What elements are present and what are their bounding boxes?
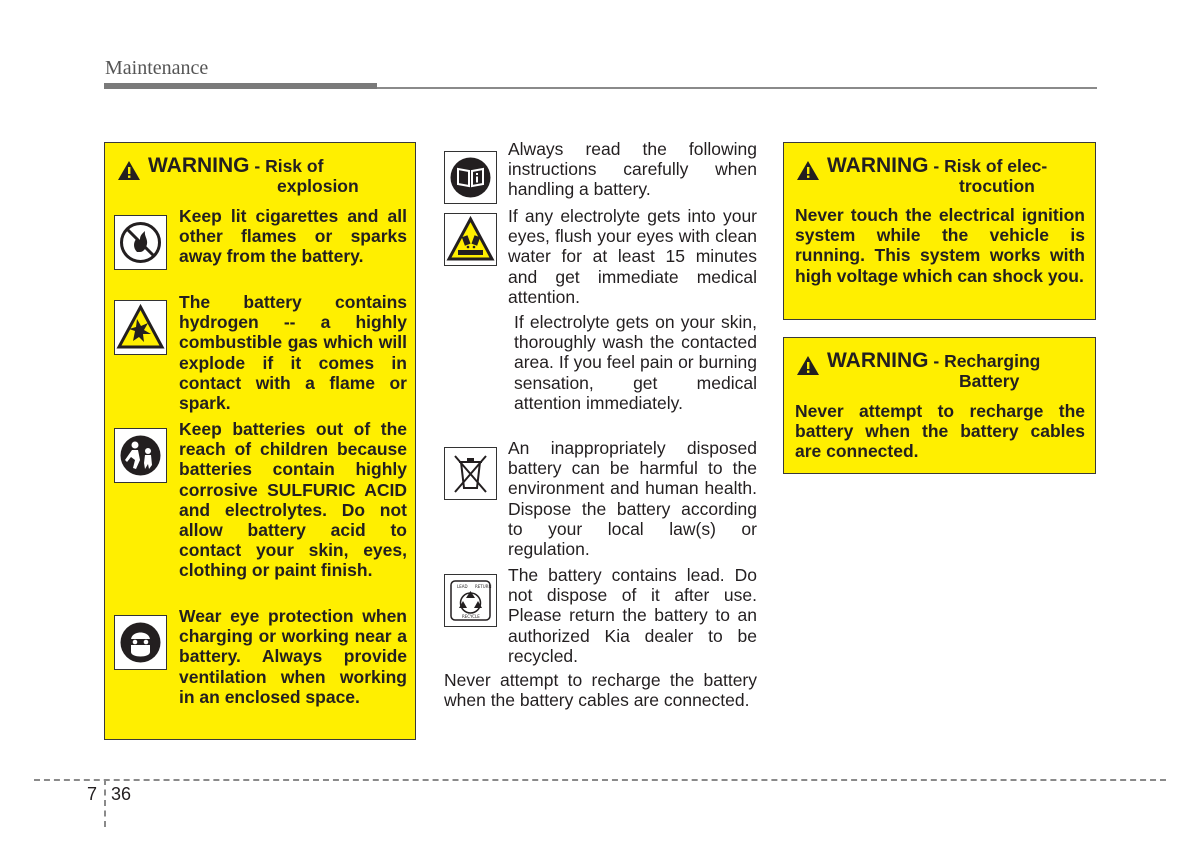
warning-item-children: Keep batteries out of the reach of children because batteries contain highly corrosive SULFURIC ACID and electrolytes. Do not allow battery acid to contact your skin, eyes, clothing or paint finish. [179, 419, 407, 581]
warning-subtitle: - Recharging [933, 351, 1041, 371]
warning-box-electrocution [783, 142, 1096, 320]
warning-word: WARNING [827, 154, 929, 177]
warning-triangle-icon [796, 160, 820, 181]
page-header-title: Maintenance [105, 57, 209, 79]
warning-box-explosion [104, 142, 416, 740]
warning-word: WARNING [148, 154, 250, 177]
mid-item-eyes: If any electrolyte gets into your eyes, flush your eyes with clean water for at least 15 minutes and get immediate medical attention. [508, 206, 757, 307]
warning-triangle-icon [796, 355, 820, 376]
warning-item-eye-protection: Wear eye protection when charging or working near a battery. Always provide ventilation when working in an enclosed space. [179, 606, 407, 707]
warning-subtitle-line2: explosion [277, 176, 359, 197]
mid-item-lead: The battery contains lead. Do not dispose of it after use. Please return the battery to an authorized Kia dealer to be recycled. [508, 565, 757, 666]
warning-header [117, 156, 407, 196]
footer-vertical-divider [104, 779, 106, 827]
warning-header [796, 351, 1086, 391]
manual-book-icon [444, 151, 497, 204]
warning-triangle-icon [117, 160, 141, 181]
page-number: 36 [111, 784, 132, 804]
explosion-icon [114, 300, 167, 355]
mid-item-disposal: An inappropriately disposed battery can be harmful to the environment and human health. Dispose the battery according to your local law(s) or regulation. [508, 438, 757, 560]
warning-subtitle: - Risk of elec- [933, 156, 1048, 176]
eye-protection-icon [114, 615, 167, 670]
mid-item-read-instructions: Always read the following instructions carefully when handling a battery. [508, 139, 757, 200]
recycle-label-top: LEAD [457, 584, 468, 589]
keep-away-children-icon [114, 428, 167, 483]
warning-text-recharging: Never attempt to recharge the battery when the battery cables are connected. [795, 401, 1085, 462]
warning-subtitle-line2: trocution [959, 176, 1035, 197]
warning-text-electrocution: Never touch the electrical ignition system while the vehicle is running. This system works with high voltage which can shock you. [795, 205, 1085, 286]
warning-item-hydrogen: The battery contains hydrogen -- a highly combustible gas which will explode if it comes in contact with a flame or spark. [179, 292, 407, 414]
recycle-label-right: RETURN [475, 584, 492, 589]
header-rule-thin [377, 87, 1097, 89]
mid-item-skin: If electrolyte gets on your skin, thoroughly wash the contacted area. If you feel pain or burning sensation, get medical attention immediately. [514, 312, 757, 413]
warning-item-flames: Keep lit cigarettes and all other flames or sparks away from the battery. [179, 206, 407, 267]
warning-word: WARNING [827, 349, 929, 372]
corrosive-icon [444, 213, 497, 266]
warning-box-recharging [783, 337, 1096, 474]
footer-dotted-rule [34, 779, 1166, 781]
no-flame-icon [114, 215, 167, 270]
header-rule-thick [104, 83, 377, 89]
warning-subtitle: - Risk of [254, 156, 324, 176]
chapter-number: 7 [87, 784, 98, 804]
crossed-bin-icon [444, 447, 497, 500]
warning-header [796, 156, 1086, 196]
recycle-icon [444, 574, 497, 627]
warning-subtitle-line2: Battery [959, 371, 1020, 392]
mid-closing-text: Never attempt to recharge the battery when the battery cables are connected. [444, 670, 757, 711]
recycle-label-bottom: RECYCLE [462, 614, 480, 619]
